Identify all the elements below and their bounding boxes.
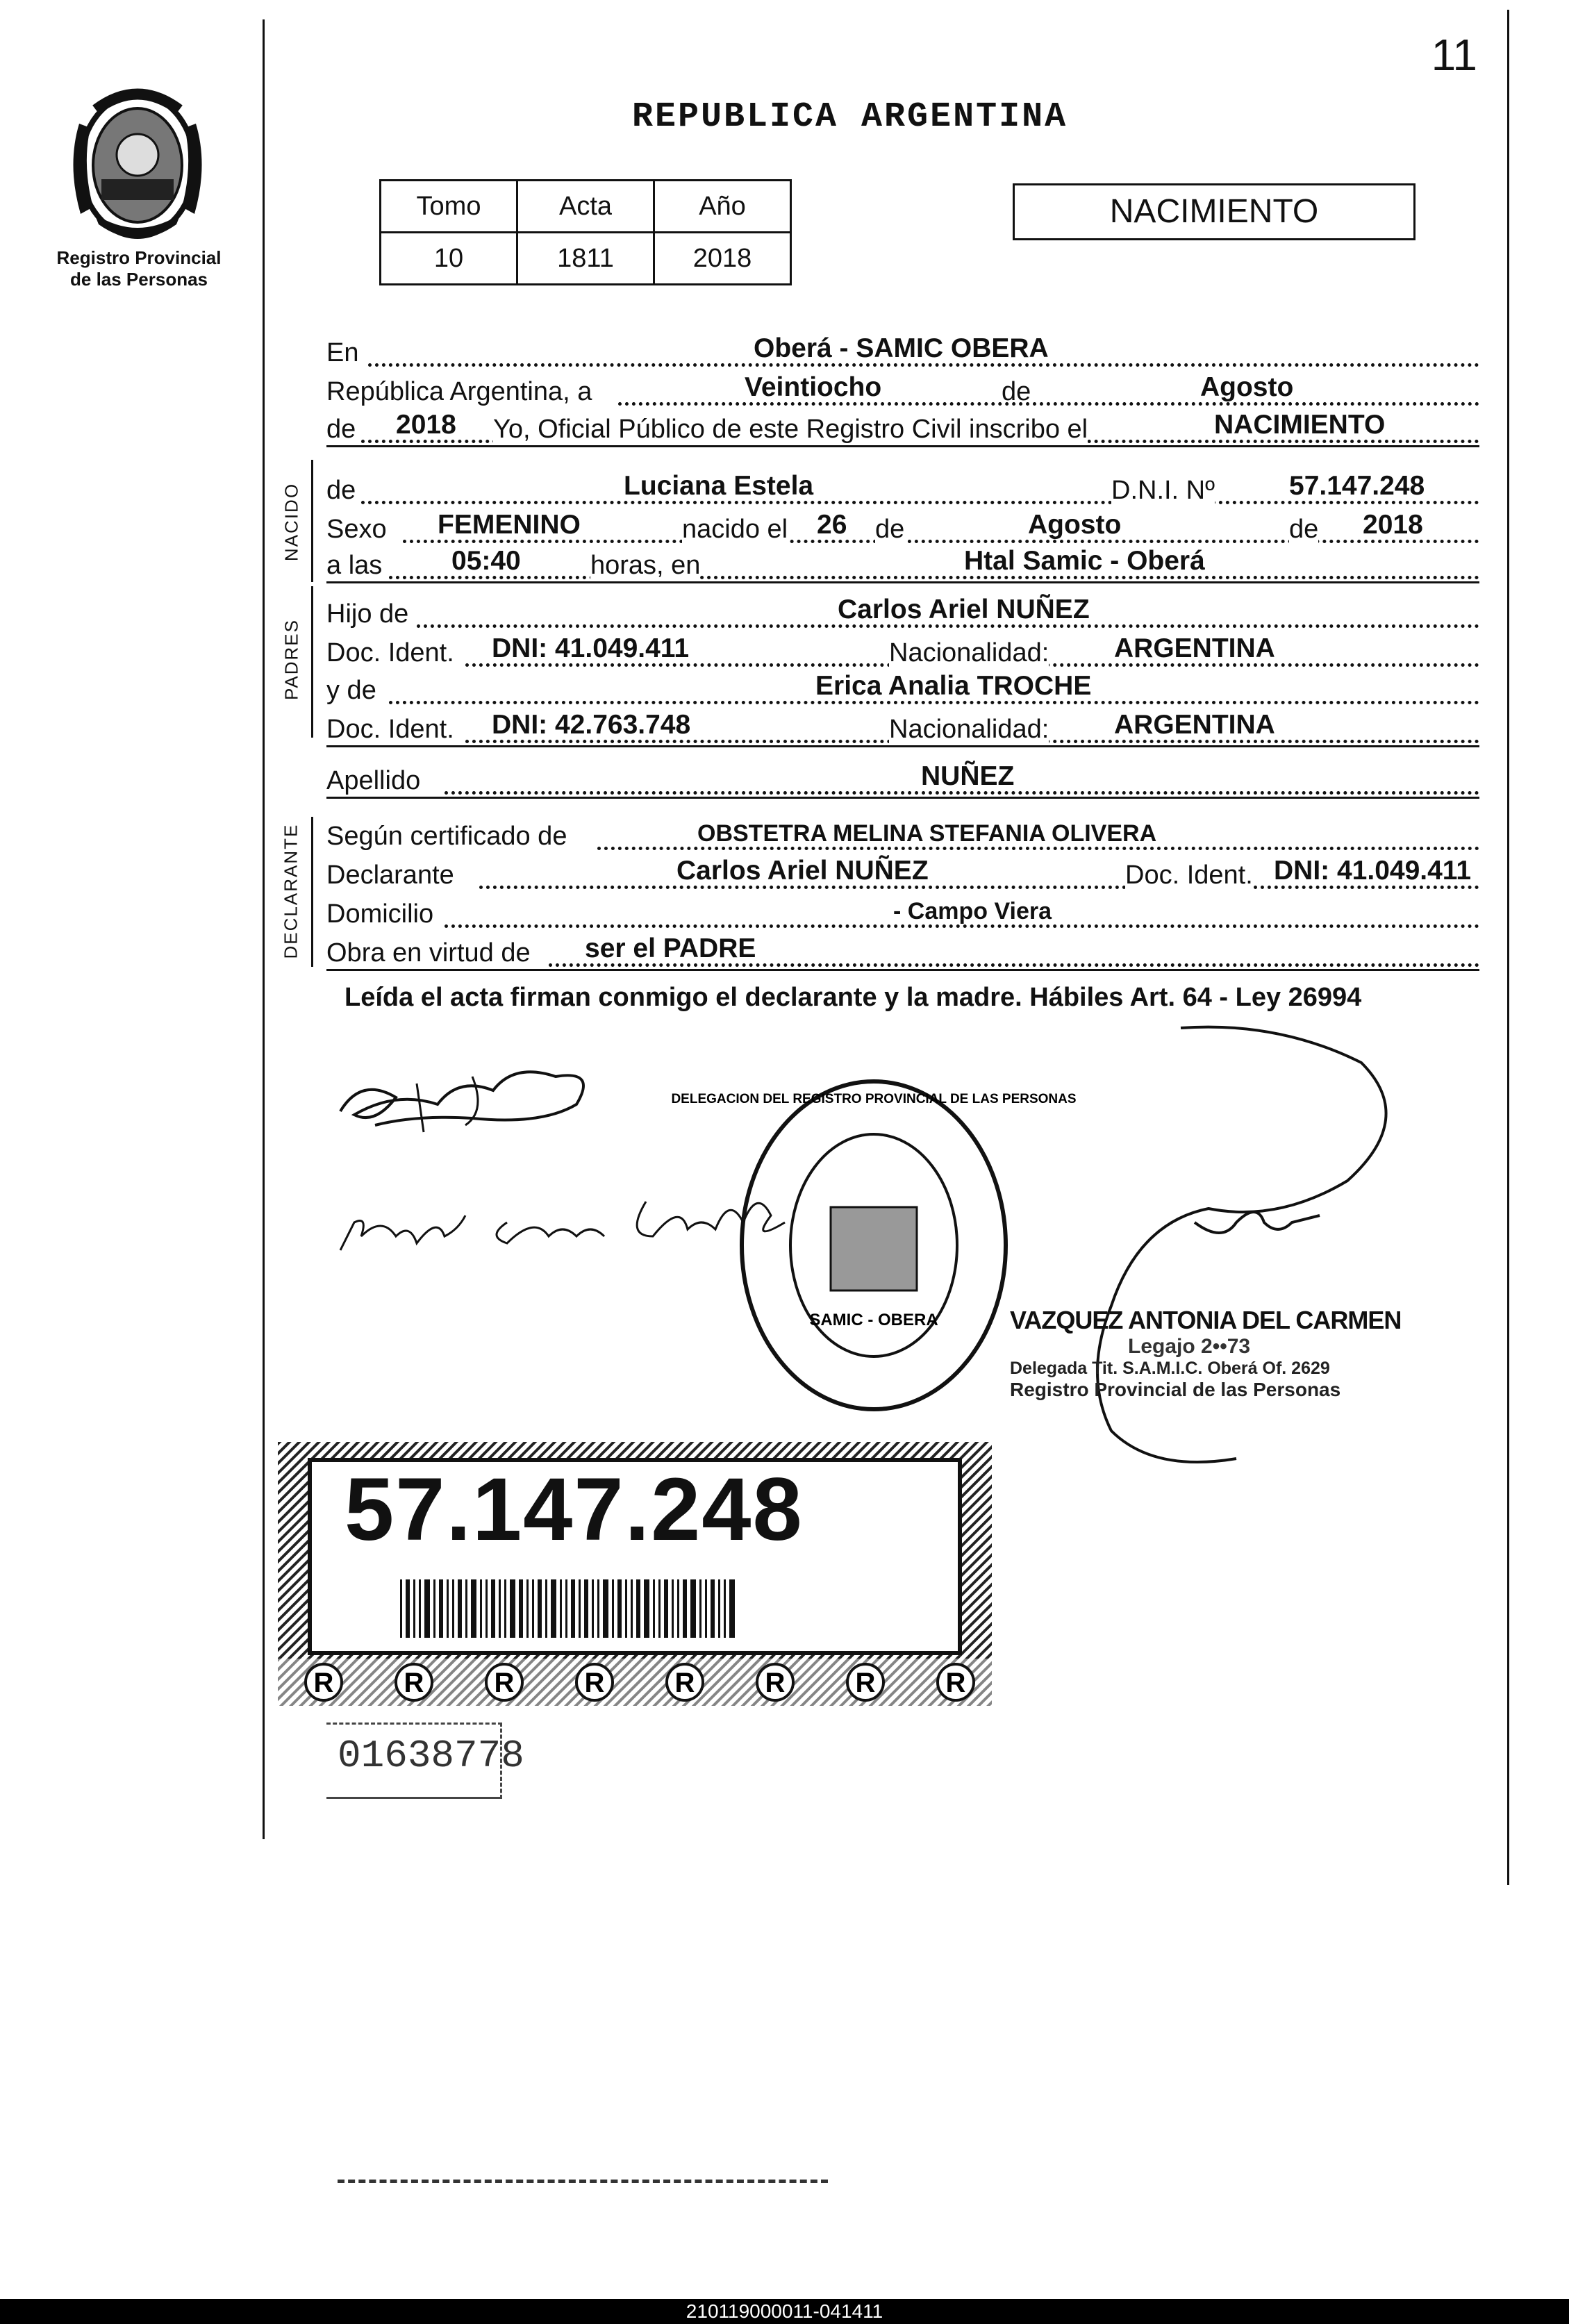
born-section-bar xyxy=(311,460,313,582)
born-day: 26 xyxy=(817,510,847,540)
born-hours-label: horas, en xyxy=(590,551,701,580)
barcode-bar xyxy=(597,1579,599,1638)
place-value: Oberá - SAMIC OBERA xyxy=(754,333,1049,363)
barcode-bar xyxy=(519,1579,523,1638)
inscription-year: 2018 xyxy=(396,410,456,440)
address-label: Domicilio xyxy=(326,899,434,929)
date-label: República Argentina, a xyxy=(326,377,592,406)
barcode-bar xyxy=(400,1579,402,1638)
barcode-bar xyxy=(465,1579,467,1638)
born-time-label: a las xyxy=(326,551,383,580)
barcode-bar xyxy=(690,1579,696,1638)
registry-header-acta: Acta xyxy=(517,181,654,233)
surname-label: Apellido xyxy=(326,766,421,795)
born-de1-label: de xyxy=(875,515,905,544)
registered-mark-letter: R xyxy=(765,1668,786,1698)
role-rule xyxy=(326,969,1479,971)
barcode-bar xyxy=(672,1579,674,1638)
parents-section-label: PADRES xyxy=(281,619,302,700)
date-month: Agosto xyxy=(1200,372,1294,402)
address-row xyxy=(326,890,1479,932)
barcode-bar xyxy=(711,1579,715,1638)
province-seal-logo xyxy=(60,82,216,245)
logo-caption-line1: Registro Provincial xyxy=(56,247,222,268)
born-time: 05:40 xyxy=(451,546,521,576)
born-name-label: de xyxy=(326,476,356,505)
born-time-rule xyxy=(326,581,1479,583)
certificate-value: OBSTETRA MELINA STEFANIA OLIVERA xyxy=(697,820,1157,847)
registry-value-tomo: 10 xyxy=(381,233,517,285)
born-name: Luciana Estela xyxy=(624,471,814,501)
barcode-bar xyxy=(625,1579,627,1638)
place-row xyxy=(326,329,1479,371)
registered-mark-letter: R xyxy=(313,1668,334,1698)
barcode-bar xyxy=(592,1579,594,1638)
bottom-dashed-line xyxy=(338,2180,828,2183)
barcode-bar xyxy=(424,1579,430,1638)
barcode-bar xyxy=(729,1579,735,1638)
certificate-row xyxy=(326,813,1479,854)
seal-outer-text: DELEGACION DEL REGISTRO PROVINCIAL DE LAS PERSONAS xyxy=(671,1092,1077,1106)
barcode-bar xyxy=(504,1579,506,1638)
barcode-bar xyxy=(718,1579,720,1638)
barcode-bar xyxy=(560,1579,562,1638)
place-label: En xyxy=(326,338,359,367)
page-title: REPUBLICA ARGENTINA xyxy=(632,97,1068,137)
page-number: 11 xyxy=(1431,30,1477,80)
father-doc: DNI: 41.049.411 xyxy=(492,633,690,663)
inscription-rule xyxy=(326,445,1479,447)
barcode-bar xyxy=(485,1579,488,1638)
barcode-bar xyxy=(532,1579,534,1638)
role-row xyxy=(326,929,1479,971)
father-label: Hijo de xyxy=(326,599,409,629)
barcode-number: 57.147.248 xyxy=(344,1460,804,1559)
barcode-bar xyxy=(452,1579,454,1638)
official-stamp xyxy=(1010,1306,1413,1401)
barcode-bar xyxy=(510,1579,515,1638)
barcode-bar xyxy=(471,1579,476,1638)
registered-mark-letter: R xyxy=(584,1668,605,1698)
barcode-bar xyxy=(579,1579,581,1638)
registry-value-acta: 1811 xyxy=(517,233,654,285)
father-nat-label: Nacionalidad: xyxy=(889,638,1049,667)
declarant-name: Carlos Ariel NUÑEZ xyxy=(676,856,929,886)
signature-declarant xyxy=(333,1049,611,1146)
logo-caption-line2: de las Personas xyxy=(70,269,208,290)
born-dni: 57.147.248 xyxy=(1289,471,1425,501)
closing-statement: Leída el acta firman conmigo el declarante y la madre. Hábiles Art. 64 - Ley 26994 xyxy=(344,983,1362,1012)
barcode-bar xyxy=(480,1579,482,1638)
father-name: Carlos Ariel NUÑEZ xyxy=(838,595,1090,624)
certificate-label: Según certificado de xyxy=(326,822,567,851)
role-value: ser el PADRE xyxy=(585,933,756,963)
barcode-bar xyxy=(631,1579,633,1638)
born-section-label: NACIDO xyxy=(281,482,302,562)
role-label: Obra en virtud de xyxy=(326,938,531,968)
barcode-bar xyxy=(433,1579,435,1638)
registry-header-tomo: Tomo xyxy=(381,181,517,233)
barcode-bar xyxy=(526,1579,529,1638)
registered-mark-letter: R xyxy=(945,1668,966,1698)
barcode-bar xyxy=(458,1579,462,1638)
date-de-label: de xyxy=(1002,377,1031,406)
barcode-bar xyxy=(724,1579,726,1638)
born-sex-row xyxy=(326,506,1479,547)
born-date-label: nacido el xyxy=(682,515,788,544)
declarant-section-bar xyxy=(311,817,313,967)
barcode-bar xyxy=(658,1579,661,1638)
inscription-type: NACIMIENTO xyxy=(1214,410,1386,440)
inscription-de-label: de xyxy=(326,415,356,444)
registry-header-anio: Año xyxy=(654,181,791,233)
father-doc-row xyxy=(326,629,1479,671)
mother-label: y de xyxy=(326,676,376,705)
registered-mark-letter: R xyxy=(494,1668,515,1698)
barcode-bar xyxy=(419,1579,421,1638)
mother-nat-label: Nacionalidad: xyxy=(889,715,1049,744)
barcode-bar xyxy=(545,1579,547,1638)
barcode-bar xyxy=(664,1579,668,1638)
born-month: Agosto xyxy=(1028,510,1122,540)
barcode-bar xyxy=(565,1579,567,1638)
mother-name: Erica Analia TROCHE xyxy=(815,671,1092,701)
date-row xyxy=(326,368,1479,410)
registered-mark-letter: R xyxy=(674,1668,695,1698)
born-year: 2018 xyxy=(1363,510,1423,540)
delegation-seal xyxy=(671,1075,1077,1416)
barcode-bar xyxy=(636,1579,640,1638)
mother-doc-label: Doc. Ident. xyxy=(326,715,454,744)
barcode-bar xyxy=(439,1579,443,1638)
inscription-text: Yo, Oficial Público de este Registro Civil inscribo el xyxy=(493,415,1088,444)
barcode-bar xyxy=(499,1579,501,1638)
barcode-bar xyxy=(653,1579,655,1638)
father-nat: ARGENTINA xyxy=(1114,633,1275,663)
mother-row xyxy=(326,667,1479,708)
declarant-row xyxy=(326,852,1479,893)
born-de2-label: de xyxy=(1289,515,1319,544)
inscription-row xyxy=(326,406,1479,447)
stamp-name: VAZQUEZ ANTONIA DEL CARMEN xyxy=(1010,1306,1402,1334)
barcode-bar xyxy=(538,1579,542,1638)
barcode-bar xyxy=(491,1579,495,1638)
surname-row xyxy=(326,757,1479,799)
father-doc-label: Doc. Ident. xyxy=(326,638,454,667)
born-time-dots xyxy=(389,574,1479,579)
control-number: 01638778 xyxy=(338,1734,524,1778)
registered-mark-letter: R xyxy=(855,1668,876,1698)
date-day: Veintiocho xyxy=(745,372,882,402)
barcode-bar xyxy=(677,1579,679,1638)
mother-doc-rule xyxy=(326,745,1479,747)
mother-nat: ARGENTINA xyxy=(1114,710,1275,740)
barcode-bar xyxy=(612,1579,614,1638)
declarant-doc-label: Doc. Ident. xyxy=(1125,861,1253,890)
surname-value: NUÑEZ xyxy=(921,761,1015,791)
declarant-section-label: DECLARANTE xyxy=(280,823,301,959)
surname-rule xyxy=(326,797,1479,799)
barcode-bar xyxy=(705,1579,707,1638)
barcode-bar xyxy=(683,1579,687,1638)
seal-inner-text: SAMIC - OBERA xyxy=(809,1311,938,1329)
barcode-bar xyxy=(406,1579,410,1638)
barcode-bar xyxy=(413,1579,415,1638)
mother-doc: DNI: 42.763.748 xyxy=(492,710,691,740)
born-sex: FEMENINO xyxy=(438,510,581,540)
barcode-bar xyxy=(584,1579,588,1638)
control-number-frame xyxy=(326,1723,502,1799)
left-margin-line xyxy=(263,19,265,1839)
signature-mother xyxy=(326,1174,799,1271)
barcode-bar xyxy=(447,1579,449,1638)
declarant-label: Declarante xyxy=(326,861,454,890)
barcode-bar xyxy=(603,1579,608,1638)
born-sex-label: Sexo xyxy=(326,515,387,544)
barcode-bar xyxy=(617,1579,622,1638)
stamp-legajo: Legajo 2••73 xyxy=(1128,1335,1251,1358)
barcode-bar xyxy=(551,1579,556,1638)
barcode-bar xyxy=(699,1579,702,1638)
address-value: - Campo Viera xyxy=(893,898,1052,924)
registry-table xyxy=(379,179,792,285)
born-name-row xyxy=(326,467,1479,508)
barcode-bar xyxy=(644,1579,649,1638)
stamp-org: Registro Provincial de las Personas xyxy=(1010,1379,1341,1400)
registry-value-anio: 2018 xyxy=(654,233,791,285)
father-row xyxy=(326,590,1479,632)
born-place: Htal Samic - Oberá xyxy=(964,546,1205,576)
declarant-doc: DNI: 41.049.411 xyxy=(1274,856,1472,886)
mother-doc-row xyxy=(326,706,1479,747)
right-margin-line xyxy=(1507,10,1509,1885)
stamp-role: Delegada Tit. S.A.M.I.C. Oberá Of. 2629 xyxy=(1010,1359,1330,1378)
barcode-bar xyxy=(571,1579,575,1638)
act-type-box: NACIMIENTO xyxy=(1013,183,1416,240)
born-dni-label: D.N.I. Nº xyxy=(1111,476,1215,505)
registered-mark-letter: R xyxy=(404,1668,424,1698)
footer-code: 210119000011-041411 xyxy=(686,2300,883,2322)
born-time-row xyxy=(326,542,1479,583)
parents-section-bar xyxy=(311,586,313,738)
logo-caption xyxy=(42,247,236,290)
